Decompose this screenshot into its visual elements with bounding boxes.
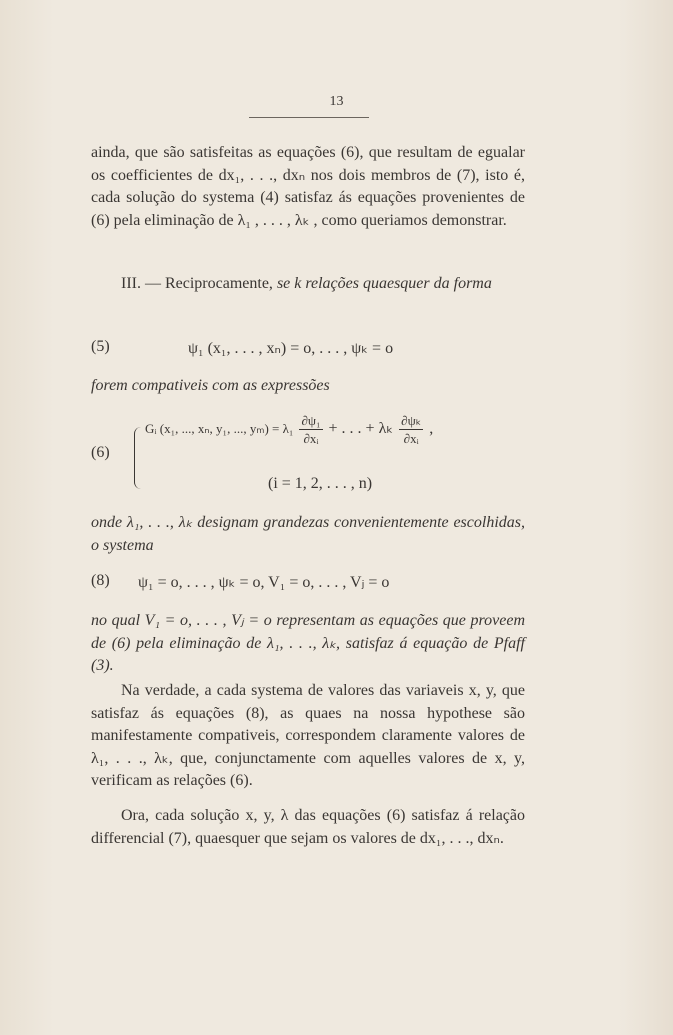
paragraph-3: onde λ₁, . . ., λₖ designam grandezas convenientemente escolhidas, o systema: [91, 514, 525, 554]
equation-8: ψ₁ = o, . . . , ψₖ = o, V₁ = o, . . . , Vⱼ = o: [138, 574, 390, 591]
paragraph-2-roman: III. — Reciprocamente,: [121, 275, 273, 292]
fraction-1-numerator: ∂ψ₁: [301, 413, 321, 428]
equation-5-label: (5): [91, 338, 110, 355]
fraction-2-denominator: ∂xᵢ: [403, 431, 419, 446]
paragraph-2-italic: se k relações quaesquer da forma: [272, 275, 492, 292]
paragraph-2: [91, 273, 525, 296]
equation-6-left: Gᵢ (x₁, ..., xₙ, y₁, ..., yₘ) = λ₁: [145, 421, 294, 437]
equation-6-brace: [134, 427, 141, 489]
fraction-2-numerator: ∂ψₖ: [401, 413, 422, 428]
equation-6: [145, 412, 433, 447]
equation-5: ψ₁ (x₁, . . . , xₙ) = o, . . . , ψₖ = o: [188, 340, 394, 357]
equation-6-range: (i = 1, 2, . . . , n): [268, 475, 373, 492]
compat-line: forem compativeis com as expressões: [91, 377, 330, 394]
equation-6-end: ,: [429, 420, 434, 438]
equation-6-middle: + . . . + λₖ: [328, 420, 394, 438]
fraction-1-denominator: ∂xᵢ: [303, 431, 319, 446]
equation-8-label: (8): [91, 572, 110, 589]
paragraph-4: no qual V₁ = o, . . . , Vⱼ = o representam as equações que proveem de (6) pela eliminação de λ₁, . . ., λₖ, satisfaz á equação de Pfaff (3).: [91, 612, 525, 674]
paragraph-1-text: ainda, que são satisfeitas as equações (6), que resultam de egualar os coefficientes de dx₁, . . ., dxₙ nos dois membros de (7), isto é, cada solução do systema (4) satisfaz ás equações provenientes de (6) pela eliminação de λ₁ , . . . , λₖ , como queriamos demonstrar.: [91, 144, 525, 229]
equation-6-label: (6): [91, 444, 110, 461]
page-number: 13: [329, 94, 344, 109]
equation-6-fraction-2: [399, 412, 423, 447]
paragraph-1: [91, 142, 525, 232]
paragraph-5: Na verdade, a cada systema de valores das variaveis x, y, que satisfaz ás equações (8), as quaes na nossa hypothese são manifestamente compativeis, correspondem claramente valores de λ₁, . . ., λₖ, que, conjunctamente com aquelles valores de x, y, verificam as relações (6).: [91, 682, 525, 789]
equation-6-fraction-1: [299, 412, 322, 447]
paragraph-6: Ora, cada solução x, y, λ das equações (6) satisfaz á relação differencial (7), quaesquer que sejam os valores de dx₁, . . ., dxₙ.: [91, 807, 525, 847]
header-rule: [249, 117, 369, 118]
paragraph-2-text: [91, 273, 525, 296]
